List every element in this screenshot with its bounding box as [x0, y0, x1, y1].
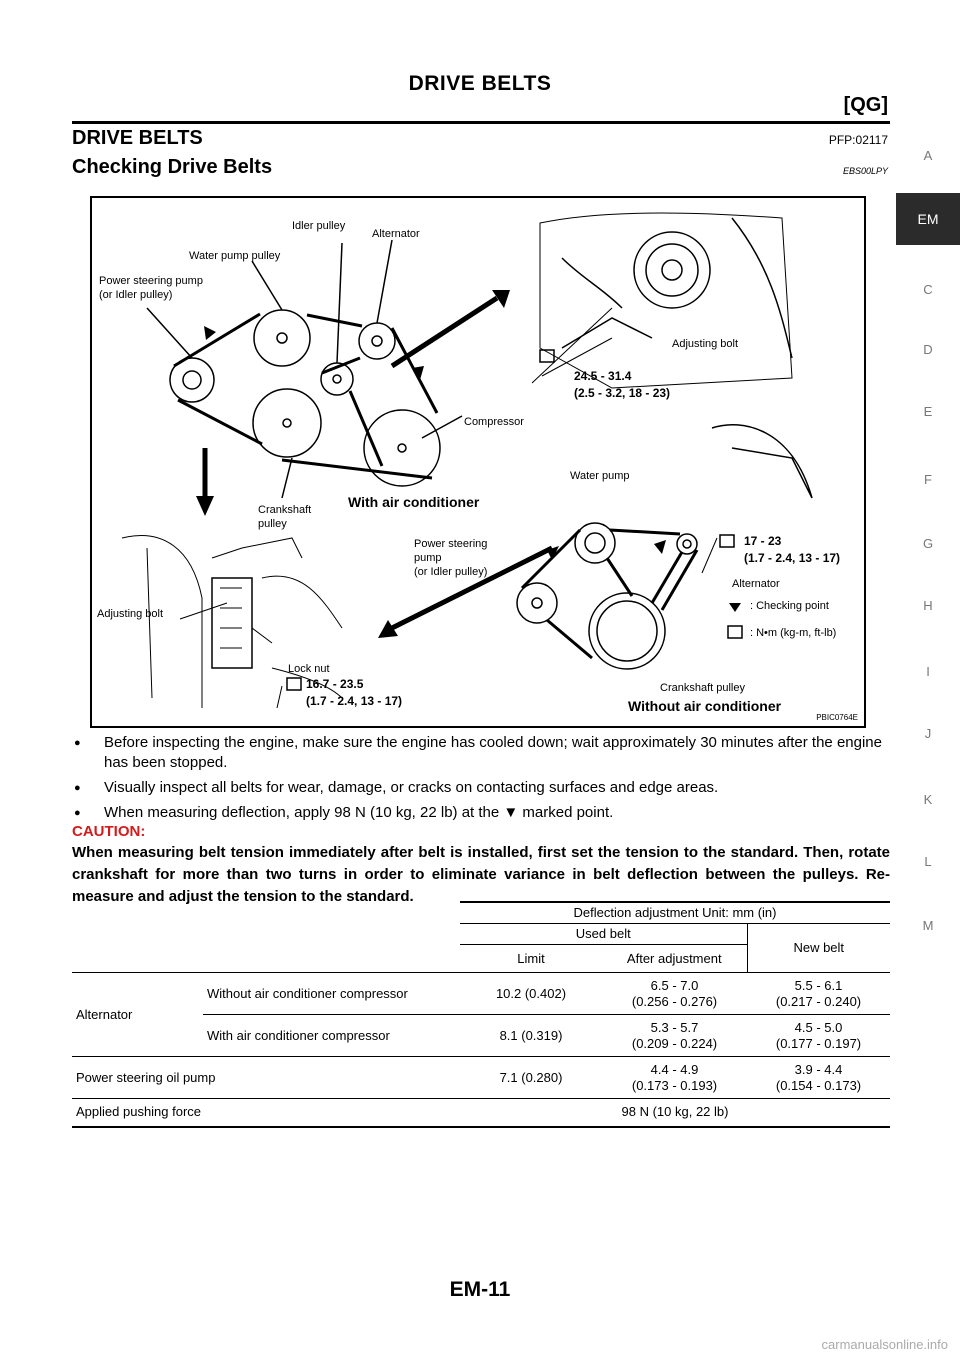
cell-new-mm: 5.5 - 6.1 [794, 977, 843, 993]
label-ps2-line2: pump [414, 552, 442, 564]
caution-text: When measuring belt tension immediately after belt is installed, first set the tension to the standard. Then, rotate crankshaft for more than two turns in order to eliminate variance in belt deflection between the pulleys. Re-measure and adjust the tension to the standard. [72, 844, 890, 905]
side-tab-e[interactable]: E [923, 404, 933, 419]
deflection-table [72, 901, 890, 1128]
label-crankshaft-pulley-bottom: Crankshaft pulley [660, 682, 745, 694]
label-compressor: Compressor [464, 416, 524, 428]
label-water-pump-pulley: Water pump pulley [189, 250, 281, 262]
label-water-pump: Water pump [570, 470, 630, 482]
section-title: DRIVE BELTS [72, 127, 203, 149]
cell-after-in: (0.256 - 0.276) [631, 993, 718, 1009]
cell-limit: 8.1 (0.319) [460, 1015, 602, 1057]
side-tab-g[interactable]: G [922, 536, 934, 551]
section-code: [QG] [843, 94, 888, 116]
instruction-item: ● When measuring deflection, apply 98 N (10 kg, 22 lb) at the ▼ marked point. [72, 803, 890, 823]
label-crankshaft-line1: Crankshaft [258, 504, 312, 516]
cell-after-in: (0.173 - 0.193) [631, 1077, 718, 1093]
cell-new [747, 973, 890, 1015]
side-tab-c[interactable]: C [923, 282, 933, 297]
cell-limit: 10.2 (0.402) [460, 973, 602, 1015]
side-tab-f[interactable]: F [924, 472, 932, 487]
legend-torque-units: : N•m (kg-m, ft-lb) [750, 627, 837, 639]
cell-label: With air conditioner compressor [203, 1015, 460, 1057]
pfp-code: PFP:02117 [828, 133, 888, 147]
label-adjusting-bolt-top: Adjusting bolt [672, 338, 739, 350]
cell-after-mm: 4.4 - 4.9 [650, 1061, 699, 1077]
table-row [72, 973, 890, 1015]
label-alternator-top: Alternator [372, 228, 420, 240]
side-tab-j[interactable]: J [924, 726, 932, 741]
label-ps2-line3: (or Idler pulley) [414, 566, 488, 578]
cell-after [602, 1015, 747, 1057]
label-ps2-line1: Power steering [414, 538, 488, 550]
label-torque-left-line1: 16.7 - 23.5 [306, 677, 364, 691]
side-tab-k[interactable]: K [923, 792, 933, 807]
table-row [72, 1099, 890, 1127]
watermark: carmanualsonline.info [821, 1337, 948, 1352]
label-ps-pump-line2: (or Idler pulley) [99, 289, 173, 301]
cell-after-mm: 5.3 - 5.7 [650, 1019, 699, 1035]
row-alternator: Alternator [72, 973, 203, 1057]
cell-new [747, 1015, 890, 1057]
cell-new [747, 1057, 890, 1099]
instruction-item: ● Visually inspect all belts for wear, damage, or cracks on contacting surfaces and edge areas. [72, 778, 890, 798]
col-used-belt: Used belt [460, 924, 747, 945]
side-tab-l[interactable]: L [924, 854, 932, 869]
label-torque-top-line2: (2.5 - 3.2, 18 - 23) [574, 386, 671, 400]
ebs-code: EBS00LPY [842, 166, 888, 176]
legend-checking-point: : Checking point [750, 600, 829, 612]
page-number: EM-11 [449, 1278, 511, 1301]
instruction-item: ● Before inspecting the engine, make sure the engine has cooled down; wait approximately 30 minutes after the engine has been stopped. [72, 733, 890, 773]
cell-limit: 7.1 (0.280) [460, 1057, 602, 1099]
label-crankshaft-line2: pulley [258, 518, 287, 530]
cell-after-in: (0.209 - 0.224) [631, 1035, 718, 1051]
side-tab-a[interactable]: A [923, 148, 933, 163]
cell-after [602, 1057, 747, 1099]
cell-force-value: 98 N (10 kg, 22 lb) [460, 1099, 890, 1127]
label-adjusting-bolt-left: Adjusting bolt [97, 608, 164, 620]
header-rule [72, 121, 890, 124]
cell-new-in: (0.177 - 0.197) [775, 1035, 862, 1051]
side-tab-h[interactable]: H [923, 598, 933, 613]
col-limit: Limit [460, 945, 602, 973]
side-tab-em[interactable]: EM [896, 193, 960, 245]
label-torque-right-line2: (1.7 - 2.4, 13 - 17) [744, 551, 841, 565]
col-after-adjustment: After adjustment [602, 945, 747, 973]
caution-block [72, 822, 890, 908]
caution-label: CAUTION: [72, 823, 146, 840]
figure-id: PBIC0764E [816, 713, 858, 722]
side-tab-index [896, 0, 960, 1358]
label-idler-pulley: Idler pulley [292, 220, 346, 232]
instruction-list [72, 733, 890, 828]
label-ps-pump-line1: Power steering pump [99, 275, 203, 287]
belt-diagram-figure [90, 196, 866, 728]
side-tab-m[interactable]: M [922, 918, 934, 933]
belt-diagram-drawing [92, 198, 864, 726]
side-tab-i[interactable]: I [926, 664, 930, 679]
cell-label: Power steering oil pump [72, 1057, 460, 1099]
cell-label: Without air conditioner compressor [203, 973, 460, 1015]
subsection-title: Checking Drive Belts [72, 156, 273, 178]
label-torque-top-line1: 24.5 - 31.4 [574, 369, 632, 383]
label-without-ac: Without air conditioner [628, 698, 782, 714]
side-tab-d[interactable]: D [923, 342, 933, 357]
label-lock-nut: Lock nut [288, 663, 330, 675]
label-torque-left-line2: (1.7 - 2.4, 13 - 17) [306, 694, 403, 708]
label-with-ac: With air conditioner [348, 494, 480, 510]
page-title: DRIVE BELTS [408, 72, 552, 95]
cell-after-mm: 6.5 - 7.0 [650, 977, 699, 993]
label-alternator-bottom: Alternator [732, 578, 780, 590]
cell-new-mm: 3.9 - 4.4 [794, 1061, 843, 1077]
table-row [72, 1057, 890, 1099]
label-torque-right-line1: 17 - 23 [744, 534, 782, 548]
table-caption: Deflection adjustment Unit: mm (in) [460, 902, 890, 924]
col-new-belt: New belt [747, 924, 890, 973]
cell-new-in: (0.154 - 0.173) [775, 1077, 862, 1093]
cell-new-mm: 4.5 - 5.0 [794, 1019, 843, 1035]
cell-after [602, 973, 747, 1015]
cell-force-label: Applied pushing force [72, 1099, 460, 1127]
cell-new-in: (0.217 - 0.240) [775, 993, 862, 1009]
